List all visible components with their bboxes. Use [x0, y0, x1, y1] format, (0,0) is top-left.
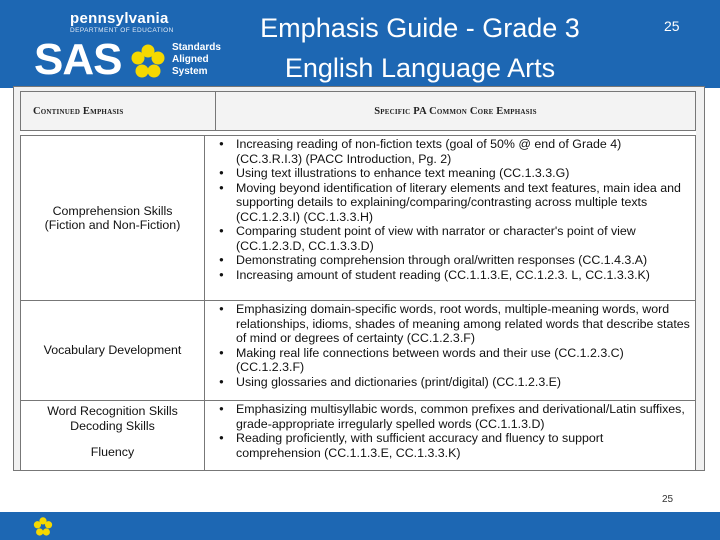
emphasis-table-panel — [20, 91, 696, 471]
list-item: ● Increasing amount of student reading (CC.1.1.3.E, CC.1.2.3. L, CC.1.3.3.K) — [236, 268, 694, 283]
list-item: ● Comparing student point of view with narrator or character's point of view (CC.1.2.3.D, CC.1.3.3.D) — [236, 224, 694, 253]
slide-header — [0, 0, 720, 88]
table-row — [21, 401, 696, 471]
tagline-line-2: Aligned — [172, 54, 209, 65]
category-line: Vocabulary Development — [43, 343, 182, 358]
tagline-line-3: System — [172, 66, 208, 77]
category-comprehension — [21, 136, 205, 301]
flower-icon — [33, 517, 53, 537]
emphasis-list-cell — [205, 401, 696, 471]
slide-title — [230, 8, 610, 88]
emphasis-table-image — [13, 86, 705, 471]
slide-footer — [0, 512, 720, 540]
category-word-recognition — [21, 401, 205, 471]
flower-icon — [130, 44, 166, 80]
slide-title-line-1: Emphasis Guide - Grade 3 — [260, 13, 580, 43]
header-continued-emphasis: Continued Emphasis — [21, 92, 216, 131]
sas-acronym: SAS — [34, 35, 122, 84]
list-item: ● Emphasizing multisyllabic words, common prefixes and derivational/Latin suffixes, grade-appropriate irregularly spelled words (CC.1.1.3.D) — [236, 402, 694, 431]
category-line: Decoding Skills — [70, 418, 155, 433]
list-item: ● Using text illustrations to enhance text meaning (CC.1.3.3.G) — [236, 166, 694, 181]
emphasis-list — [206, 302, 694, 389]
category-line: Comprehension Skills — [52, 203, 173, 218]
list-item: ● Using glossaries and dictionaries (print/digital) (CC.1.2.3.E) — [236, 375, 694, 390]
list-item: ● Demonstrating comprehension through oral/written responses (CC.1.4.3.A) — [236, 253, 694, 268]
category-line: Fluency — [90, 445, 135, 459]
state-name: pennsylvania — [70, 10, 169, 27]
category-line: (Fiction and Non-Fiction) — [44, 218, 181, 232]
category-line: Word Recognition Skills — [47, 404, 178, 418]
list-item: ● Making real life connections between words and their use (CC.1.2.3.C) (CC.1.2.3.F) — [236, 346, 694, 375]
category-line — [22, 433, 203, 445]
emphasis-list — [206, 137, 694, 282]
emphasis-list-cell — [205, 136, 696, 301]
emphasis-list-cell — [205, 301, 696, 401]
table-row — [21, 301, 696, 401]
category-vocabulary — [21, 301, 205, 401]
emphasis-table — [20, 135, 696, 471]
page-number-bottom: 25 — [662, 494, 674, 505]
department-name: DEPARTMENT OF EDUCATION — [70, 27, 174, 34]
list-item: ● Reading proficiently, with sufficient accuracy and fluency to support comprehension (CC.1.1.3.E, CC.1.3.3.K) — [236, 431, 694, 460]
list-item: ● Emphasizing domain-specific words, root words, multiple-meaning words, word relationships, idioms, shades of meaning among related words that describe states of mind or degrees of certainty (CC.1.2.3.F) — [236, 302, 694, 346]
emphasis-list — [206, 402, 694, 460]
tagline-line-1: Standards — [172, 42, 221, 53]
list-item: ● Increasing reading of non-fiction texts (goal of 50% @ end of Grade 4) (CC.3.R.I.3) (PACC Introduction, Pg. 2) — [236, 137, 694, 166]
page-number-top: 25 — [664, 18, 680, 34]
sas-logo — [12, 8, 221, 84]
header-specific-emphasis: Specific PA Common Core Emphasis — [216, 92, 696, 131]
table-row — [21, 136, 696, 301]
list-item: ● Moving beyond identification of literary elements and text features, main idea and supporting details to explaining/comparing/contrasting across multiple texts (CC.1.2.3.I) (CC.1.3.3.H) — [236, 181, 694, 225]
table-header — [20, 91, 696, 131]
slide-title-line-2: English Language Arts — [284, 53, 556, 83]
